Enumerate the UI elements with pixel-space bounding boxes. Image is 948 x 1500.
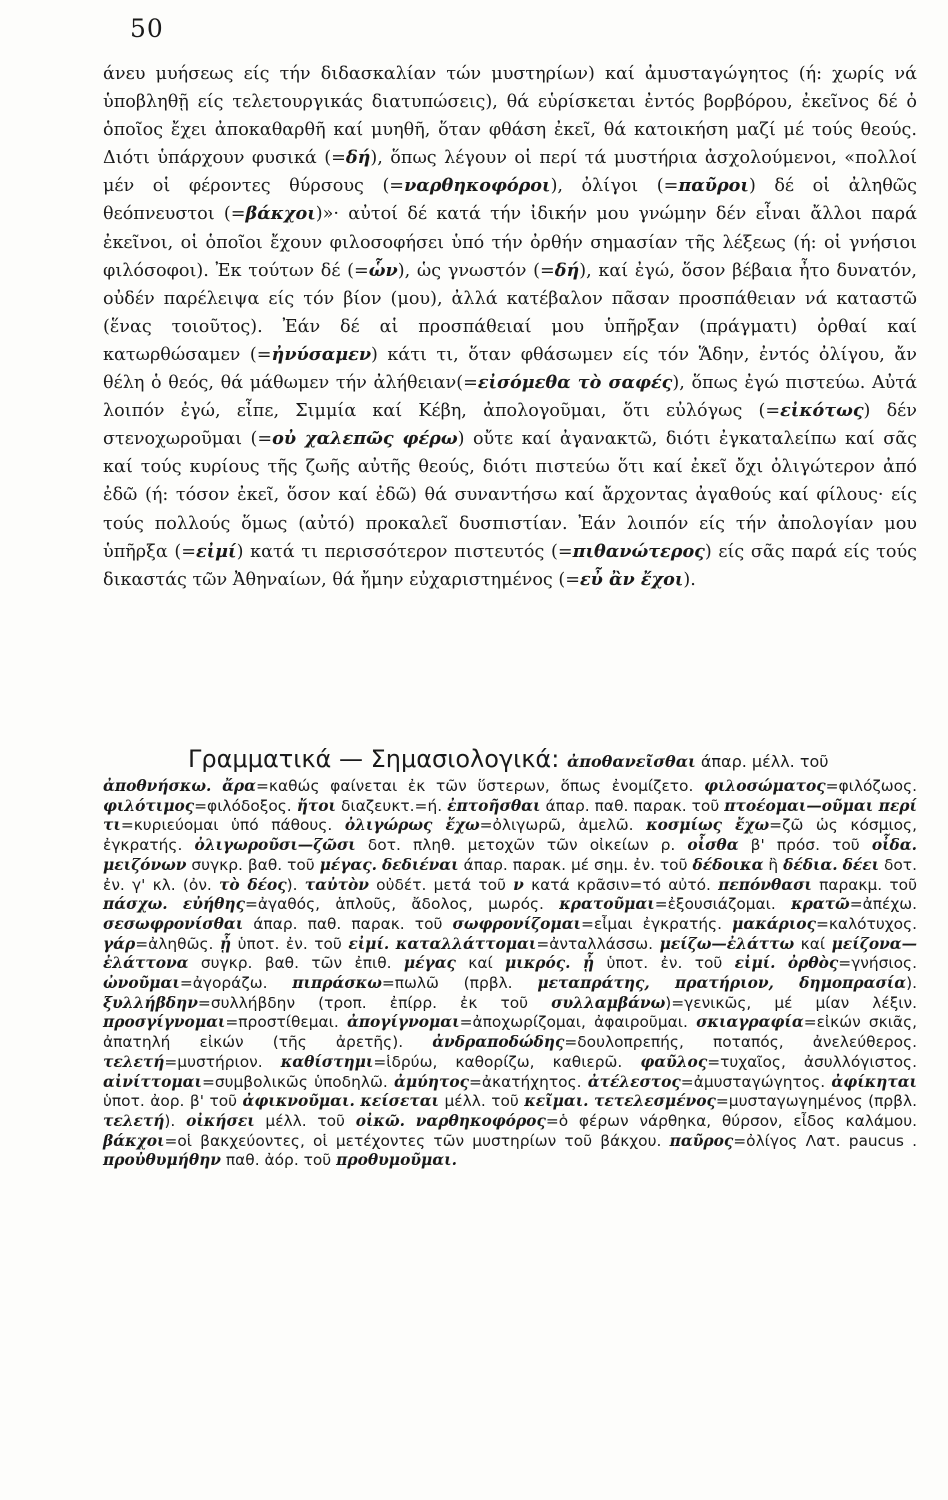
commentary-paragraph: άνευ μυήσεως είς τήν διδασκαλίαν τών μυστηρίων) καί ἀμυσταγώγητος (ή: χωρίς νά ὑποβληθῇ είς τελετουργικάς διατυπώσεις), θά εὑρίσκεται ἐντός βορβόρου, ἐκεῖνος δέ ὁ ὁποῖος ἔχει ἀποκαθαρθῆ καί μυηθῆ, ὅταν φθάση ἐκεῖ, θά κατοικήση μαζί μέ τούς θεούς. Διότι ὑπάρχουν φυσικά (=δή), ὅπως λέγουν οἱ περί τά μυστήρια ἀσχολούμενοι, «πολλοί μέν οἱ φέροντες θύρσους (=ναρθηκοφόροι), ὀλίγοι (=παῦροι) δέ οἱ ἀληθῶς θεόπνευστοι (=βάκχοι)»· αὐτοί δέ κατά τήν ἰδικήν μου γνώμην δέν εἶναι ἄλλοι παρά ἐκεῖνοι, οἱ ὁποῖοι ἔχουν φιλοσοφήσει ὑπό τήν ὀρθήν σημασίαν τῆς λέξεως (ή: οἱ γνήσιοι φιλόσοφοι). Ἐκ τούτων δέ (=ὧν), ὡς γνωστόν (=δή), καί ἐγώ, ὅσον βέβαια ἦτο δυνατόν, οὐδέν παρέλειψα είς τόν βίον (μου), ἀλλά κατέβαλον πᾶσαν προσπάθειαν νά καταστῶ (ἕνας τοιοῦτος). Ἐάν δέ αἱ προσπάθειαί μου ὑπῆρξαν (πράγματι) ὀρθαί καί κατωρθώσαμεν (=ἠνύσαμεν) κάτι τι, ὅταν φθάσωμεν είς τόν Ἅδην, ἐντός ὀλίγου, ἄν θέλη ὁ θεός, θά μάθωμεν τήν ἀλήθειαν(=εἰσόμεθα τὸ σαφές), ὅπως ἐγώ πιστεύω. Αὐτά λοιπόν ἐγώ, εἶπε, Σιμμία καί Κέβη, ἀπολογοῦμαι, ὅτι εὐλόγως (=εἰκότως) δέν στενοχωροῦμαι (=οὐ χαλεπῶς φέρω) οὔτε καί ἀγανακτῶ, διότι ἐγκαταλείπω καί σᾶς καί τούς κυρίους τῆς ζωῆς αὐτῆς θεούς, διότι πιστεύω ὅτι καί ἐκεῖ ὄχι ὀλιγώτερον ἀπό ἐδῶ (ή: τόσον ἐκεῖ, ὅσον καί ἐδῶ) θά συναντήσω καί ἄρχοντας ἀγαθούς καί φίλους· είς τούς πολλούς ὅμως (αὐτό) προκαλεῖ δυσπιστίαν. Ἐάν λοιπόν είς τήν ἀπολογίαν μου ὑπῆρξα (=εἰμί) κατά τι περισσότερον πιστευτός (=πιθανώτερος) είς σᾶς παρά είς τούς δικαστάς τῶν Ἀθηναίων, θά ἤμην εὐχαριστημένος (=εὖ ἂν ἔχοι).	[103, 64, 918, 590]
glossary-first-rest: άπαρ. μέλλ. τοῦ	[695, 752, 829, 771]
page-number: 50	[130, 14, 164, 43]
glossary-paragraph: ἀποθνήσκω. ἄρα=καθώς φαίνεται ἐκ τῶν ὕστερων, ὅπως ἐνομίζετο. φιλοσώματος=φιλόζωος. φιλότιμος=φιλόδοξος. ἤτοι διαζευκτ.=ή. ἐπτοῆσθαι άπαρ. παθ. παρακ. τοῦ πτοέομαι—οῦμαι περί τι=κυριεύομαι ὑπό πάθους. ὀλιγώρως ἔχω=ὀλιγωρῶ, ἀμελῶ. κοσμίως ἔχω=ζῶ ὡς κόσμιος, ἐγκρατής. ὀλιγωροῦσι—ζῶσι δοτ. πληθ. μετοχῶν τῶν οἰκείων ρ. οἶσθα β' πρόσ. τοῦ οἶδα. μειζόνων συγκρ. βαθ. τοῦ μέγας. δεδιέναι άπαρ. παρακ. μέ σημ. ἐν. τοῦ δέδοικα ἢ δέδια. δέει δοτ. ἐν. γ' κλ. (ὀν. τὸ δέος). ταὐτὸν οὐδέτ. μετά τοῦ ν κατά κρᾶσιν=τό αὐτό. πεπόνθασι παρακμ. τοῦ πάσχω. εὐήθης=ἀγαθός, ἁπλοῦς, ἄδολος, μωρός. κρατοῦμαι=ἐξουσιάζομαι. κρατῶ=ἀπέχω. σεσωφρονίσθαι άπαρ. παθ. παρακ. τοῦ σωφρονίζομαι=εἶμαι ἐγκρατής. μακάριος=καλότυχος. γάρ=ἀληθῶς. ᾖ ὑποτ. ἐν. τοῦ εἰμί. καταλλάττομαι=ἀνταλλάσσω. μείζω—ἐλάττω καί μείζονα—ἐλάττονα συγκρ. βαθ. τῶν ἐπιθ. μέγας καί μικρός. ᾖ ὑποτ. ἐν. τοῦ εἰμί. ὀρθὸς=γνήσιος. ὠνοῦμαι=ἀγοράζω. πιπράσκω=πωλῶ (πρβλ. μεταπράτης, πρατήριον, δημοπρασία). ξυλλήβδην=συλλήβδην (τροπ. ἐπίρρ. ἐκ τοῦ συλλαμβάνω)=γενικῶς, μέ μίαν λέξιν. προσγίγνομαι=προστίθεμαι. ἀπογίγνομαι=ἀποχωρίζομαι, ἀφαιροῦμαι. σκιαγραφία=εἰκών σκιᾶς, ἀπατηλή εἰκών (τῆς ἀρετῆς). ἀνδραποδώδης=δουλοπρεπής, ποταπός, ἀνελεύθερος. τελετή=μυστήριον. καθίστημι=ἱδρύω, καθορίζω, καθιερῶ. φαῦλος=τυχαῖος, ἀσυλλόγιστος. αἰνίττομαι=συμβολικῶς ὑποδηλῶ. ἀμύητος=ἀκατήχητος. ἀτέλεστος=ἀμυσταγώγητος. ἀφίκηται ὑποτ. ἀορ. β' τοῦ ἀφικνοῦμαι. κείσεται μέλλ. τοῦ κεῖμαι. τετελεσμένος=μυσταγωγημένος (πρβλ. τελετή). οἰκήσει μέλλ. τοῦ οἰκῶ. ναρθηκοφόρος=ὁ φέρων νάρθηκα, θύρσον, εἶδος καλάμου. βάκχοι=οἱ βακχεύοντες, οἱ μετέχοντες τῶν μυστηρίων τοῦ βάκχου. παῦρος=ὀλίγος Λατ. paucus . προὐθυμήθην παθ. ἀόρ. τοῦ προθυμοῦμαι.	[103, 777, 918, 1170]
glossary-first-term: ἀποθανεῖσθαι	[566, 752, 696, 771]
commentary-text	[103, 60, 917, 594]
glossary-title: Γραμματικά — Σημασιολογικά:	[188, 745, 560, 773]
glossary-text	[103, 777, 917, 1171]
glossary-heading	[188, 745, 829, 773]
